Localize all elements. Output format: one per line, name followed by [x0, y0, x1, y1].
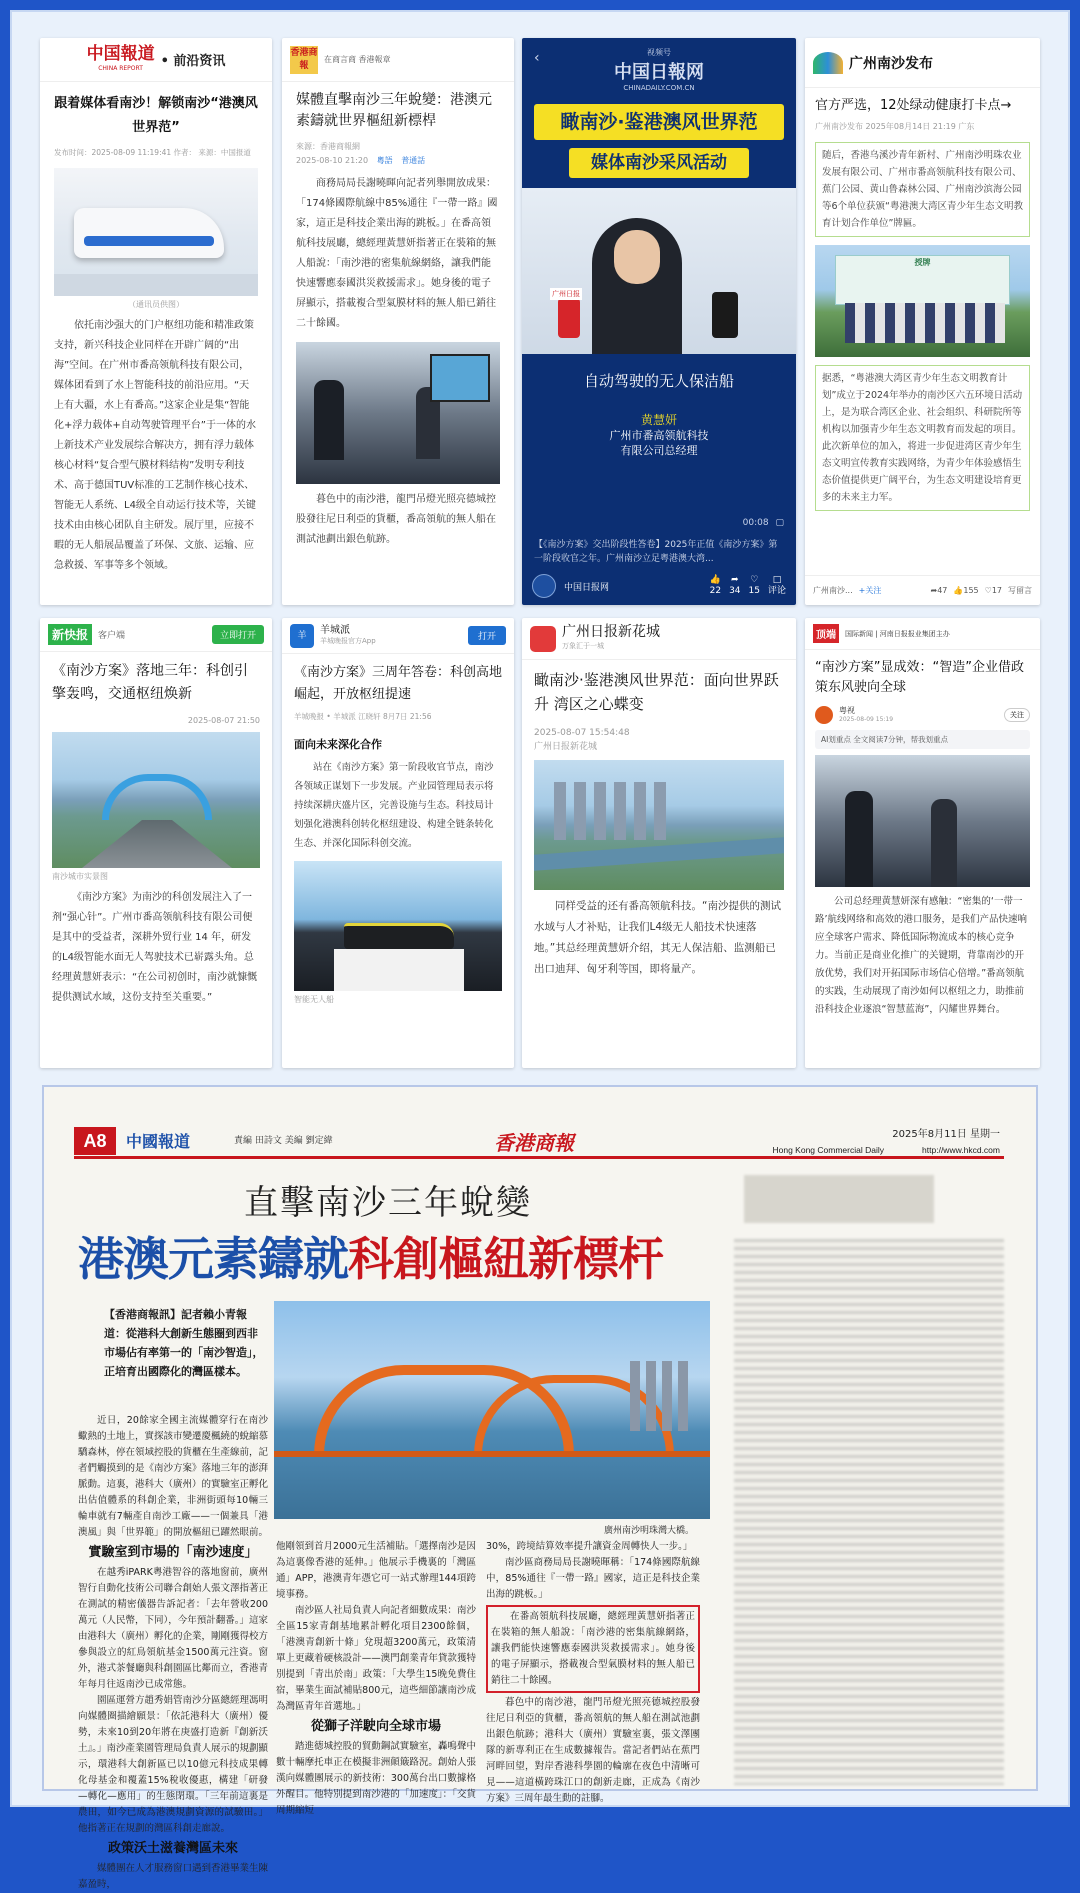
card-chinadaily-video[interactable] [522, 38, 796, 605]
hkcd-slogan: 在商言商 香港報章 [324, 55, 391, 64]
headline-main-red: 科創樞紐新標杆 [348, 1232, 663, 1286]
floor [54, 274, 258, 296]
mic-flag: 广州日报 [552, 290, 580, 298]
highlight-box: 在番高領航科技展廳，總經理黃慧妍指著正在裝箱的無人船說：「南沙港的密集航線網絡，讓我們能快速響應泰國洪災救援需求」。她身後的電子屏顯示，搭載複合型氣膜材料的無人船已銷往二十餘國。 [486, 1605, 700, 1693]
follow-button[interactable]: +关注 [858, 586, 882, 595]
article-body: 公司总经理黄慧妍深有感触：“密集的‘一带一路’航线网络和高效的港口服务，是我们产品快速响应全球客户需求、降低国际物流成本的核心竞争力。当前正是商业化推广的关键期，背靠南沙的开放优势，我们对开拓国际市场信心倍增。”番高领航的实践，生动展现了南沙如何以枢纽之力，助推前沿科技企业逐浪“智慧蓝海”，闪耀世界舞台。 [815, 896, 1028, 1015]
article-photo[interactable] [54, 168, 258, 296]
article-meta: 羊城晚报 • 羊城派 江晓轩 8月7日 21:56 [294, 712, 432, 721]
heart-icon[interactable]: ♡17 [984, 586, 1002, 595]
card-header [40, 618, 272, 652]
brand-sub: 客户端 [98, 631, 126, 641]
subhead-2: 政策沃土滋養灣區未來 [107, 1841, 238, 1856]
paper-name-en: Hong Kong Commercial Daily [772, 1145, 884, 1155]
ceremony-photo[interactable] [815, 245, 1030, 357]
article-date: 2025-08-07 15:54:48 [534, 728, 630, 738]
article-body: 随后，香港乌溪沙青年新村、广州南沙明珠农业发展有限公司、广州市番高领航科技有限公司、蕉门公园、黄山鲁森林公园、广州南沙滨海公园等6个单位获颁“粤港澳大湾区青少年生态文明教育计划合作单位”牌匾。 [815, 142, 1030, 237]
card-xinkuaibao[interactable] [40, 618, 272, 1068]
hkcd-logo: 香港商報 [290, 46, 318, 74]
comment-icon[interactable]: □ 评论 [767, 575, 786, 596]
card-dingduan[interactable] [805, 618, 1040, 1068]
article-source: 來源：香港商報網 [296, 142, 360, 151]
comment-button[interactable]: 写留言 [1008, 586, 1032, 595]
card-header [282, 618, 514, 654]
page-number: A8 [74, 1127, 116, 1155]
subhead-1: 實驗室到市場的「南沙速度」 [88, 1545, 258, 1560]
fullscreen-icon[interactable]: ▢ [775, 518, 784, 528]
brand-logo: 顶端 [813, 624, 839, 643]
open-app-button[interactable]: 打开 [468, 626, 506, 645]
towers [554, 782, 674, 840]
article-title[interactable]: “南沙方案”显成效：“智造”企业借政策东风驶向全球 [815, 660, 1024, 695]
author-name: 粤视 [839, 706, 855, 715]
microphone-2-icon [712, 292, 738, 338]
article-body: 商務局局長謝曉暉向記者列舉開放成果：「174條國際航線中85%通往『一帶一路』國家，這正是科技企業出海的跳板。」在番高領航科技展廳，總經理黃慧妍指著正在裝箱的無人船說：「南沙港的密集航線網絡，讓我們能快速響應泰國洪災救援需求」。她身後的電子屏顯示，搭載複合型氣膜材料的無人船已銷往二十餘國。 [296, 178, 498, 329]
newspaper-masthead [74, 1127, 1004, 1159]
article-source: 广州日报新花城 [534, 742, 598, 752]
article-column-2 [276, 1539, 476, 1819]
article-date: 2025-08-10 21:20 [296, 156, 369, 165]
author-avatar [815, 706, 833, 724]
col1-para-b: 在越秀iPARK粵港智谷的落地窗前，廣州智行自動化技術公司聯合創始人張文澤指著正在測試的精密儀器告訴記者：「去年營收200萬元（人民幣，下同），今年預計翻番。」這家由港科大（廣州）孵化的企業，剛剛獲得校方參與設立的紅鳥領航基金1500萬元注資。窗外，港式茶餐廳與科創園區比鄰而立，香港青年每月往返南沙已成常態。 [78, 1567, 269, 1690]
like-count: 22 [709, 586, 722, 596]
brand-name: 广州日报新花城 [562, 623, 660, 640]
highway [82, 820, 232, 868]
speaker-name: 黄慧妍 [640, 413, 677, 427]
card-nansha-release[interactable] [805, 38, 1040, 605]
paper-logo: 香港商報 [494, 1131, 574, 1155]
col2-para-b: 南沙區人社局負責人向記者細數成果：南沙全區15家青創基地累計孵化項目2300餘個，「港澳青創新十條」兌現超3200萬元，政策清單上更藏着硬核設計——澳門創業青年貸款獲特別提到「青出於南」政策：「大學生15晚免費住宿，畢業生面試補貼800元，這些細節讓南沙成為灣區青年首選地。」 [276, 1605, 476, 1712]
card-china-report[interactable] [40, 38, 272, 605]
share-icon[interactable]: ➦47 [930, 586, 948, 595]
article-column-1 [78, 1413, 268, 1893]
side-text-blurred [734, 1239, 1004, 1785]
brand-sub: 羊城晚报官方App [320, 636, 376, 645]
boat-exhibit [74, 208, 224, 258]
exhibit-photo[interactable] [294, 861, 502, 991]
col1-para-c: 園區運營方趙秀娟管南沙分區總經理馮明向媒體圈描繪願景：「依託港科大（廣州）優勢，未來10到20年將在庚盛打造新『創新沃土』。」南沙產業園管理局負責人展示的規劃顯示，環港科大創新區已以10億元科技成果轉化母基金和覆蓋15%稅收優惠，構建「研發—轉化—應用」的生態閉環。「三年前這裏是農田，如今已成為港澳規劃資源的試驗田。」他指著正在規劃的灣區科創走廊說。 [78, 1695, 269, 1834]
article-body-2: 暮色中的南沙港，龍門吊燈光照亮德城控股發往尼日利亞的貨櫃，番高領航的無人船在測試池劃出銀色航跡。 [296, 494, 496, 545]
subhead-3: 從獅子洋駛向全球市場 [310, 1719, 441, 1734]
speaker [931, 799, 957, 887]
paper-date: 2025年8月11日 星期一 [892, 1129, 1000, 1140]
chinadaily-url: CHINADAILY.COM.CN [623, 83, 695, 92]
nansha-logo-icon [813, 52, 843, 74]
like-icon[interactable]: 👍155 [953, 586, 979, 595]
unmanned-boat-model [344, 923, 454, 949]
article-title[interactable]: 《南沙方案》三周年答卷：科创高地崛起，开放枢纽提速 [294, 665, 503, 702]
account-avatar[interactable] [532, 574, 556, 598]
article-title[interactable]: 跟着媒体看南沙！解锁南沙“港澳风世界范” [54, 96, 258, 135]
article-body-2: 据悉，“粤港澳大湾区青少年生态文明教育计划”成立于2024年举办的南沙区六五环境日活动上，是为联合湾区企业、社会组织、科研院所等机构以加强青少年生态文明教育而发起的项目。此次新单位的加入，将进一步促进湾区青少年生态文明宣传教育实践网络，为青少年体验感悟生态价值提供更广阔平台，为生态文明建设培育更多的未来主力军。 [815, 365, 1030, 511]
video-banner-main: 瞰南沙·鉴港澳风世界范 [534, 104, 784, 140]
river [534, 837, 784, 870]
card-footer [805, 575, 1040, 605]
china-report-logo: 中国報道 [86, 44, 155, 64]
video-footer [522, 567, 796, 605]
brand-logo: 新快报 [48, 624, 92, 645]
card-header [805, 618, 1040, 650]
col3-para-d: 暮色中的南沙港，龍門吊燈光照亮德城控股發往尼日利亞的貨櫃，番高領航的無人船在測試池劃出銀色航跡；港科大（廣州）實驗室裏，張文澤團隊的新專利正在生成數據報告。當記者們站在蕉門河畔回望，對岸香港科學園的輪廓在夜色中清晰可見——這道橫跨珠江口的創新走廊，正成為《南沙方案》三周年最生動的註腳。 [486, 1697, 700, 1804]
col2-para-a: 他剛領到首月2000元生活補貼。「選擇南沙是因為這裏像香港的延伸。」他展示手機裏的「灣區通」APP，港澳青年憑它可一站式辦理144項跨境事務。 [276, 1541, 476, 1600]
side-headline-blurred [744, 1175, 934, 1223]
press-photo[interactable] [815, 755, 1030, 887]
chinadaily-logo [522, 38, 796, 100]
camera-operator [845, 791, 873, 887]
side-column-blurred [734, 1175, 1004, 1785]
like-count: 155 [963, 586, 979, 595]
skyline [630, 1361, 690, 1431]
share-icon[interactable]: ➦ 34 [729, 575, 741, 596]
ycp-logo-icon: 羊 [290, 624, 314, 648]
brand-name: 羊城派 [320, 624, 350, 636]
article-column-3 [486, 1539, 700, 1807]
speaker-role-2: 有限公司总经理 [620, 444, 698, 457]
video-time: 00:08 [742, 518, 769, 528]
col2-para-c: 踏進德城控股的貿動鋼試實驗室，轟鳴聲中數十輛摩托車正在模擬非洲顛簸路況。創始人張漢向媒體團展示的新技術：300萬台出口數據格外醒目。他特別提到南沙港的「加速度」：「交貨周期縮短 [276, 1741, 476, 1816]
ai-highlight-bar[interactable]: AI划重点 全文阅读7分钟，帮我划重点 [815, 730, 1030, 749]
article-title[interactable]: 官方严选，12处绿动健康打卡点→ [815, 98, 1012, 113]
photo-caption: （通讯员供图） [128, 300, 184, 309]
lead-paragraph: 【香港商報訊】記者賴小青報道：從港科大創新生態圈到西非市場佔有率第一的「南沙智造」，正培育出國際化的灣區樣本。 [104, 1308, 264, 1378]
heart-count: 15 [748, 586, 760, 596]
col1-para-a: 近日，20餘家全國主流媒體穿行在南沙蠍熱的土地上，實探該市變遷慶楓繞的蛻縮慕驕森林，停在領域控股的貨櫃在生產線前，記者們觸摸到的是《南沙方案》落地三年的澎湃脈動。這裏，港科大（廣州）的實驗室正孵化出估值體系的科創企業，非洲街頭每10輛三輪車就有7輛產自南沙工廠——一個兼具「港澳風」與「世界範」的開放樞紐已躍然眼前。 [78, 1415, 269, 1538]
aerial-photo[interactable] [534, 760, 784, 890]
card-yangchengpai[interactable] [282, 618, 514, 1068]
article-body: 同样受益的还有番高领航科技。“南沙提供的测试水域与人才补贴，让我们L4级无人船技术快速落地。”其总经理黄慧妍介绍，其无人保洁船、监测船已出口迪拜、匈牙利等国，即将量产。 [534, 900, 781, 975]
display-screen [430, 354, 490, 402]
like-icon[interactable]: 👍 22 [709, 575, 722, 596]
open-app-button[interactable]: 立即打开 [212, 625, 264, 644]
section-label: • 前沿资讯 [160, 54, 226, 69]
display-stand [334, 949, 464, 991]
account-name[interactable]: 广州南沙... [813, 586, 853, 595]
newspaper-page [42, 1085, 1038, 1890]
headline-upper: 直擊南沙三年蛻變 [244, 1183, 532, 1223]
city-photo[interactable] [52, 732, 260, 868]
col3-para-a: 30%，跨境結算效率提升讓資金周轉快人一步。」 [486, 1541, 693, 1552]
brand-sub: 国际新闻 | 河南日报报业集团主办 [845, 629, 950, 638]
brand-name: 广州南沙发布 [849, 55, 933, 72]
speaker-role-1: 广州市番高领航科技 [609, 429, 709, 442]
photo-caption: 南沙城市实景图 [52, 872, 108, 881]
card-header [282, 38, 514, 82]
microphone-icon [558, 298, 580, 338]
follow-button[interactable]: 关注 [1004, 708, 1030, 722]
bridge-deck [274, 1451, 710, 1457]
audio-mandarin-link[interactable]: 普通話 [401, 156, 426, 165]
boat-stripe [84, 236, 214, 246]
video-description: 【《南沙方案》交出阶段性答卷】2025年正值《南沙方案》第一阶段收官之年。广州南沙立足粤港澳大湾... [534, 540, 778, 564]
camera-operator [314, 380, 344, 460]
section-heading: 面向未来深化合作 [294, 738, 382, 751]
share-count: 47 [937, 586, 948, 595]
xhc-logo-icon [530, 626, 556, 652]
video-subtitle: 自动驾驶的无人保洁船 [583, 372, 734, 390]
paper-url[interactable]: http://www.hkcd.com [922, 1145, 1000, 1155]
headline-main-blue: 港澳元素鑄就 [78, 1232, 348, 1286]
article-title[interactable]: 《南沙方案》落地三年：科创引擎轰鸣，交通枢纽焕新 [52, 663, 248, 702]
comment-label: 评论 [767, 586, 786, 596]
photo-caption: 廣州南沙明珠灣大橋。 [604, 1526, 695, 1536]
china-report-logo-en: CHINA REPORT [98, 65, 143, 72]
interviewee-face [614, 230, 660, 284]
article-meta: 广州南沙发布 2025年08月14日 21:19 广东 [815, 122, 975, 131]
article-photo[interactable] [296, 342, 500, 484]
card-hkcd[interactable] [282, 38, 514, 605]
article-title[interactable]: 媒體直擊南沙三年蛻變：港澳元素鑄就世界樞紐新標桿 [296, 92, 492, 129]
article-meta: 发布时间：2025-08-09 11:19:41 作者： 来源：中国报道 [54, 148, 251, 157]
back-arrow-icon[interactable]: ‹ [534, 50, 540, 66]
article-date: 2025-08-09 15:19 [839, 716, 894, 723]
article-title[interactable]: 瞰南沙·鉴港澳风世界范：面向世界跃升 湾区之心蝶变 [534, 671, 779, 713]
card-header [522, 618, 796, 660]
headline-main [78, 1223, 663, 1289]
article-body: 站在《南沙方案》第一阶段收官节点，南沙各领域正谋划下一步发展。产业园管理局表示将持续深耕庆盛片区，完善设施与生态。科技局计划强化港澳科创转化枢纽建设、构建全链条转化生态、并深化国际科创交流。 [294, 762, 494, 849]
account-name[interactable]: 中国日报网 [564, 582, 610, 593]
col3-para-b: 南沙區商務局局長謝曉暉稱：「174條國際航線中，85%通往『一帶一路』國家，這正是科技企業出海的跳板。」 [486, 1557, 700, 1600]
share-count: 34 [729, 586, 741, 596]
heart-icon[interactable]: ♡ 15 [748, 575, 760, 596]
card-gzdaily[interactable] [522, 618, 796, 1068]
heart-count: 17 [991, 586, 1002, 595]
stage-title: 授牌 [914, 258, 931, 267]
card-header [805, 38, 1040, 88]
chinadaily-wordmark: 中国日報网 [614, 61, 704, 83]
brand-sub: 万象汇于一城 [562, 641, 604, 650]
editor-credits: 責編 田詩文 美編 劉定緯 [234, 1136, 333, 1146]
article-body: 依托南沙强大的门户枢纽功能和精准政策支持，新兴科技企业同样在开辟广阔的“出海”空间。在广州市番高领航科技有限公司，媒体团看到了水上智能科技的前沿应用。“天上有大疆，水上有番高。”这家企业是集“智能化+浮力载体+自动驾驶管理平台”于一体的水上新技术产业发展综合解决方，拥有浮力载体核心材料“复合型气膜材料结构”发明专利技术、高于德国TUV标准的工艺制作核心技术、智能无人系统、L4级全自动运行技术等，关键技术由由核心团队自主研发。展厅里，应接不暇的无人船展品覆盖了环保、文旅、运输、应急救援、军事等多个领域。 [54, 320, 256, 571]
card-header [40, 38, 272, 82]
channels-label: 视频号 [647, 47, 671, 57]
section-name: 中國報道 [126, 1132, 191, 1151]
bridge-photo [274, 1301, 710, 1519]
honorees-row [845, 303, 1005, 343]
article-date: 2025-08-07 21:50 [187, 716, 260, 725]
video-frame[interactable] [522, 188, 796, 354]
audio-cantonese-link[interactable]: 粵語 [376, 156, 393, 165]
photo-caption: 智能无人船 [294, 995, 334, 1004]
col1-para-d: 媒體團在人才服務窗口遇到香港畢業生陳嘉盈時， [78, 1863, 269, 1890]
blue-bridge [102, 774, 212, 820]
article-body: 《南沙方案》为南沙的科创发展注入了一剂“强心针”。广州市番高领航科技有限公司便是其中的受益者，深耕外贸行业 14 年，研发的L4级智能水面无人驾驶技术已崭露头角。总经理黄慧妍表示：“在公司初创时，南沙就慷慨提供测试水域，这份支持至关重要。” [52, 892, 258, 1003]
video-banner-sub: 媒体南沙采风活动 [569, 148, 749, 178]
